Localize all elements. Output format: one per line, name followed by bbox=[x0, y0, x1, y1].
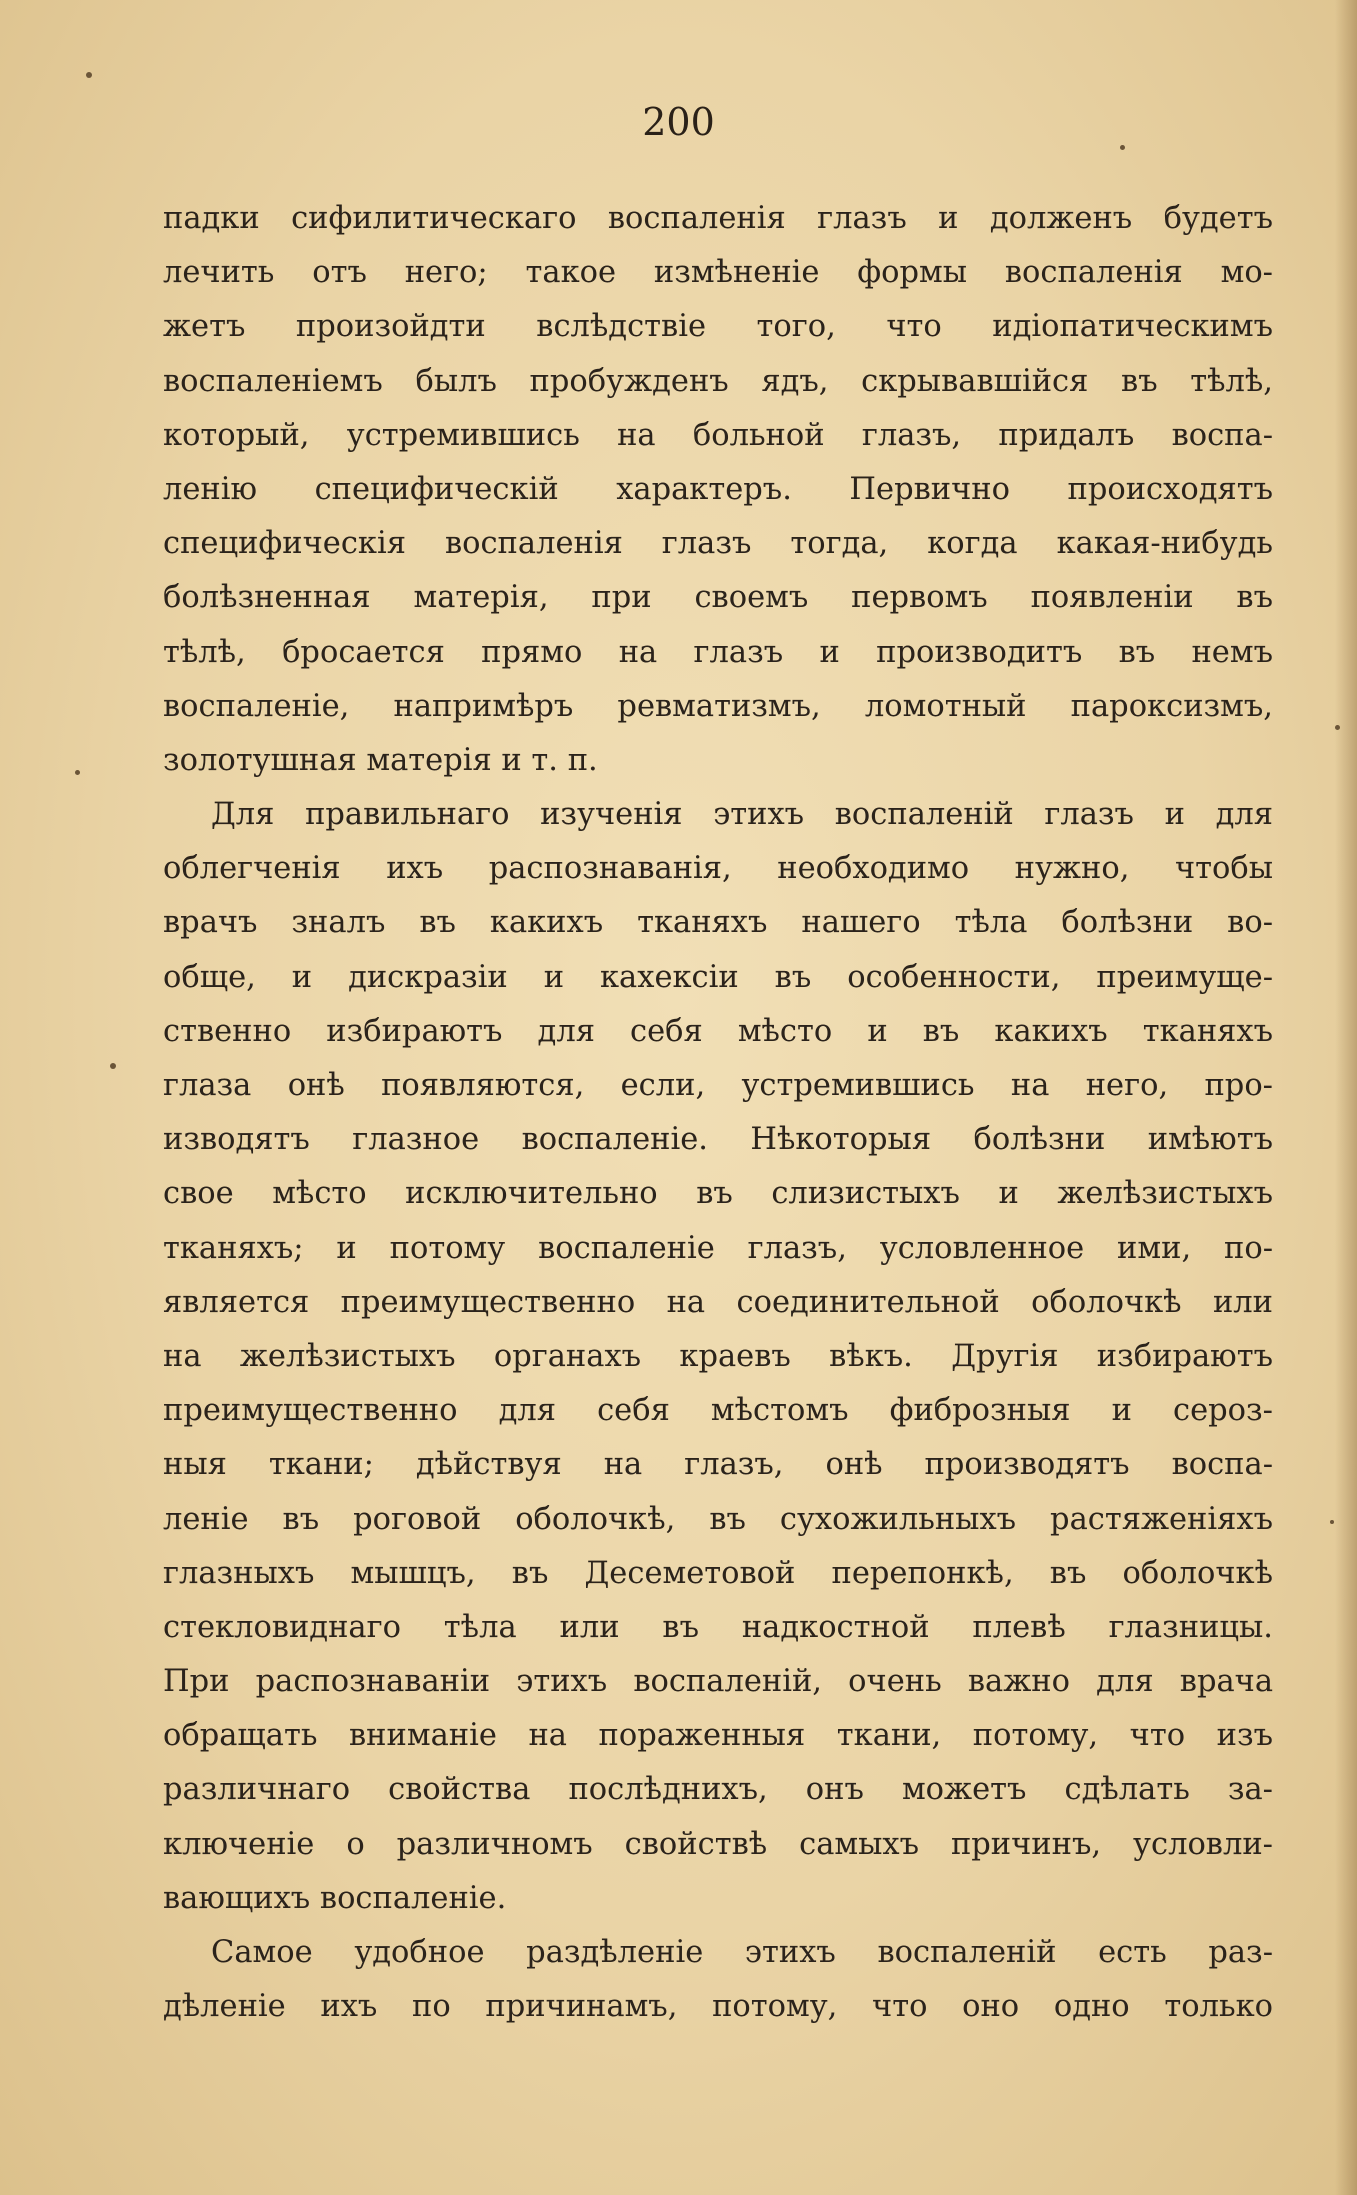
text-line: глазныхъ мышцъ, въ Десеметовой перепонкѣ, въ оболочкѣ bbox=[163, 1555, 1273, 1591]
text-line: обще, и дискразіи и кахексіи въ особенности, преимуще- bbox=[163, 959, 1273, 995]
page-number: 200 bbox=[642, 100, 715, 144]
text-line: является преимущественно на соединительной оболочкѣ или bbox=[163, 1284, 1273, 1320]
text-line: свое мѣсто исключительно въ слизистыхъ и желѣзистыхъ bbox=[163, 1176, 1273, 1212]
text-line: обращать вниманіе на пораженныя ткани, потому, что изъ bbox=[163, 1718, 1273, 1754]
text-line: преимущественно для себя мѣстомъ фиброзныя и сероз- bbox=[163, 1393, 1273, 1429]
text-line: который, устремившись на больной глазъ, придалъ воспа- bbox=[163, 417, 1273, 453]
text-line: болѣзненная матерія, при своемъ первомъ появленіи въ bbox=[163, 580, 1273, 616]
text-line: тканяхъ; и потому воспаленіе глазъ, условленное ими, по- bbox=[163, 1230, 1273, 1266]
text-line: стекловиднаго тѣла или въ надкостной плевѣ глазницы. bbox=[163, 1609, 1273, 1645]
text-line: Для правильнаго изученія этихъ воспаленій глазъ и для bbox=[211, 797, 1273, 833]
text-line: леніе въ роговой оболочкѣ, въ сухожильныхъ растяженіяхъ bbox=[163, 1501, 1273, 1537]
paper-speck bbox=[86, 72, 92, 78]
paper-speck bbox=[1335, 725, 1340, 730]
paper-speck bbox=[1330, 1520, 1334, 1524]
page-edge-shadow bbox=[1335, 0, 1357, 2195]
text-line: врачъ зналъ въ какихъ тканяхъ нашего тѣла болѣзни во- bbox=[163, 905, 1273, 941]
paper-speck bbox=[75, 770, 80, 775]
body-text bbox=[163, 192, 1273, 2034]
text-line: Самое удобное раздѣленіе этихъ воспаленій есть раз- bbox=[211, 1935, 1273, 1970]
text-line: ныя ткани; дѣйствуя на глазъ, онѣ производятъ воспа- bbox=[163, 1447, 1273, 1483]
text-line: на желѣзистыхъ органахъ краевъ вѣкъ. Другія избираютъ bbox=[163, 1338, 1273, 1374]
text-line: ключеніе о различномъ свойствѣ самыхъ причинъ, условли- bbox=[163, 1826, 1273, 1862]
text-line: изводятъ глазное воспаленіе. Нѣкоторыя болѣзни имѣютъ bbox=[163, 1122, 1273, 1158]
text-line: При распознаваніи этихъ воспаленій, очень важно для врача bbox=[163, 1664, 1273, 1700]
text-line: различнаго свойства послѣднихъ, онъ можетъ сдѣлать за- bbox=[163, 1772, 1273, 1808]
paper-speck bbox=[110, 1063, 116, 1069]
text-line: лечить отъ него; такое измѣненіе формы воспаленія мо- bbox=[163, 255, 1273, 291]
text-line: вающихъ воспаленіе. bbox=[163, 1880, 507, 1916]
text-line: ленію специфическій характеръ. Первично происходятъ bbox=[163, 471, 1273, 507]
text-line: тѣлѣ, бросается прямо на глазъ и производитъ въ немъ bbox=[163, 634, 1273, 670]
text-line: золотушная матерія и т. п. bbox=[163, 742, 598, 778]
text-line: глаза онѣ появляются, если, устремившись на него, про- bbox=[163, 1068, 1273, 1103]
text-line: специфическія воспаленія глазъ тогда, когда какая-нибудь bbox=[163, 526, 1273, 562]
text-line: воспаленіемъ былъ пробужденъ ядъ, скрывавшійся въ тѣлѣ, bbox=[163, 363, 1273, 399]
text-line: жетъ произойдти вслѣдствіе того, что идіопатическимъ bbox=[163, 309, 1273, 345]
paper-speck bbox=[1120, 145, 1125, 150]
text-line: ственно избираютъ для себя мѣсто и въ какихъ тканяхъ bbox=[163, 1013, 1273, 1049]
text-line: дѣленіе ихъ по причинамъ, потому, что оно одно только bbox=[163, 1989, 1273, 2025]
text-line: падки сифилитическаго воспаленія глазъ и долженъ будетъ bbox=[163, 201, 1273, 236]
text-line: воспаленіе, напримѣръ ревматизмъ, ломотный пароксизмъ, bbox=[163, 688, 1273, 724]
text-line: облегченія ихъ распознаванія, необходимо нужно, чтобы bbox=[163, 851, 1273, 887]
